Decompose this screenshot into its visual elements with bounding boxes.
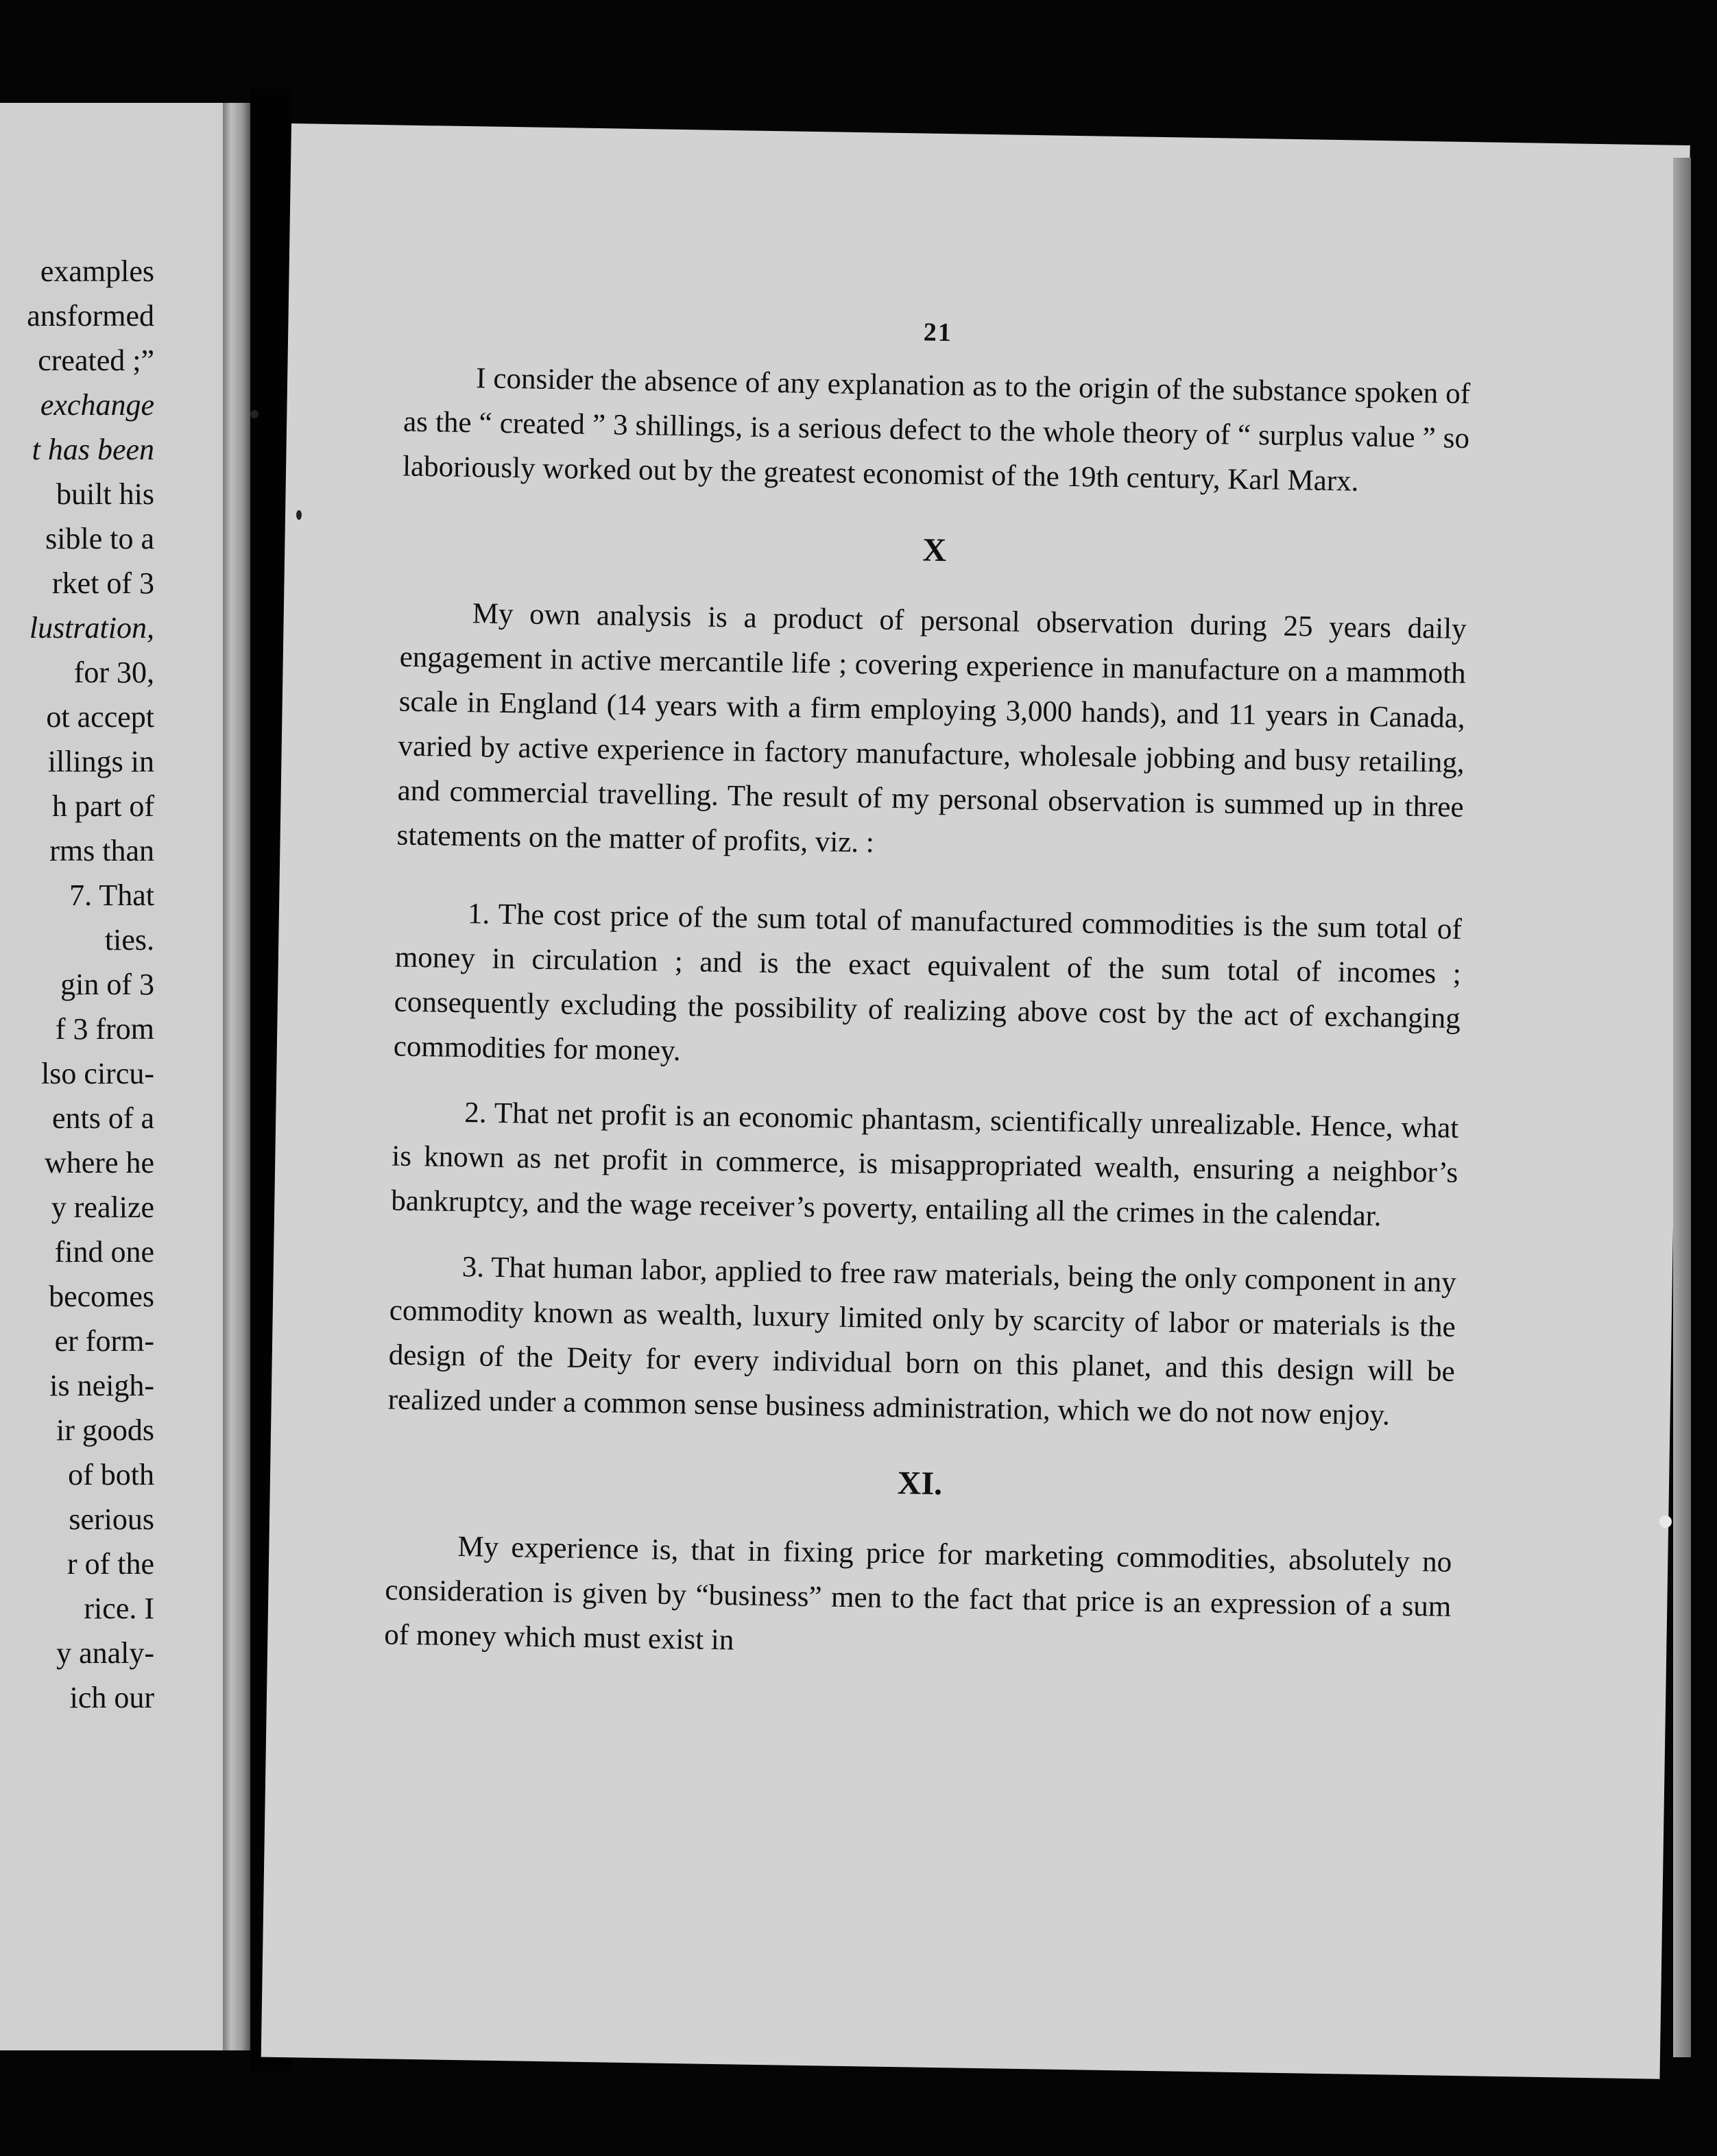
left-page-fragment <box>0 103 223 2050</box>
left-page-line: sible to a <box>45 522 154 555</box>
left-page-line: r of the <box>67 1547 154 1581</box>
left-page-line: ents of a <box>51 1101 154 1135</box>
left-page-line: rket of 3 <box>51 566 154 600</box>
left-page-gutter <box>223 103 250 2050</box>
left-page-line: of both <box>68 1458 154 1492</box>
left-page-line: serious <box>69 1502 154 1536</box>
list-item: 2. That net profit is an economic phantasm, scientifically unrealizable. Hence, what is known as net profit in commerce, is misappropriated wealth, ensuring a neighbor’s bankruptcy, and the wage receiver’s poverty, entailing all the crimes in the calendar. <box>390 1097 1459 1233</box>
left-page-line: built his <box>56 477 154 511</box>
ink-speck <box>296 510 302 520</box>
section-xi-paragraph: My experience is, that in fixing price for marketing commodities, absolutely no consideration is given by “business” men to the fact that price is an expression of a sum of money which must exist in <box>384 1531 1452 1657</box>
left-page-line: is neigh- <box>49 1369 154 1402</box>
ink-speck <box>250 410 259 418</box>
left-page-line: ansformed <box>27 299 154 333</box>
left-page-line: ich our <box>69 1681 154 1714</box>
list-item: 1. The cost price of the sum total of manufactured commodities is the sum total of money in circulation ; and is the exact equivalent of the sum total of incomes ; consequently excluding the possibility of realizing above cost by the act of exchanging commodities for money. <box>393 898 1463 1068</box>
left-page-line: 7. That <box>69 878 154 912</box>
section-x-paragraph: My own analysis is a product of personal observation during 25 years daily engagement in active mercantile life ; covering experience in manufacture on a mammoth scale in England (14 years with a firm employing 3,000 hands), and 11 years in Canada, varied by active experience in factory manufacture, wholesale jobbing and busy retailing, and commercial travelling. The result of my personal observation is summed up in three statements on the matter of profits, viz. : <box>396 597 1467 859</box>
right-page-edge <box>1673 158 1691 2057</box>
left-page-line: ties. <box>104 923 154 957</box>
left-page-line: er form- <box>54 1324 154 1358</box>
left-page-line: rice. I <box>84 1592 154 1625</box>
left-page-line: f 3 from <box>55 1012 154 1046</box>
left-page-line: ir goods <box>56 1413 154 1447</box>
page-body <box>384 311 1472 1674</box>
left-page-line: t has been <box>32 433 154 466</box>
section-heading-xi: XI. <box>897 1465 943 1502</box>
left-page-line: illings in <box>47 745 154 778</box>
left-page-line: rms than <box>49 834 154 867</box>
list-item: 3. That human labor, applied to free raw materials, being the only component in any commodity known as wealth, luxury limited only by scarcity of labor or materials is the design of the Deity for every individual born on this planet, and this design will be realized under a common sense business administration, which we do not now enjoy. <box>387 1251 1457 1432</box>
intro-paragraph: I consider the absence of any explanation as to the origin of the substance spoken of as the “ created ” 3 shillings, is a serious defect to the whole theory of “ surplus value ” so laboriously worked out by the greatest economist of the 19th century, Karl Marx. <box>402 362 1471 498</box>
left-page-line: h part of <box>51 789 154 823</box>
paper-speck <box>1659 1516 1672 1528</box>
right-page <box>261 123 1690 2079</box>
left-page-line: y analy- <box>56 1636 154 1670</box>
left-page-line: created ;” <box>38 344 154 377</box>
section-heading-x: X <box>922 531 947 569</box>
profit-statements-list <box>387 891 1462 1439</box>
left-page-line: examples <box>40 254 154 288</box>
left-page-line: becomes <box>49 1280 154 1313</box>
left-page-line: lso circu- <box>41 1057 154 1090</box>
left-page-line: exchange <box>40 388 154 422</box>
left-page-line: gin of 3 <box>60 968 154 1001</box>
left-page-line: for 30, <box>73 656 154 689</box>
left-page-line: where he <box>44 1146 154 1179</box>
left-page-line: lustration, <box>29 611 154 645</box>
left-page-line: find one <box>54 1235 154 1269</box>
page-number: 21 <box>923 318 953 348</box>
left-page-line: y realize <box>51 1190 154 1224</box>
left-page-line: ot accept <box>46 700 154 734</box>
